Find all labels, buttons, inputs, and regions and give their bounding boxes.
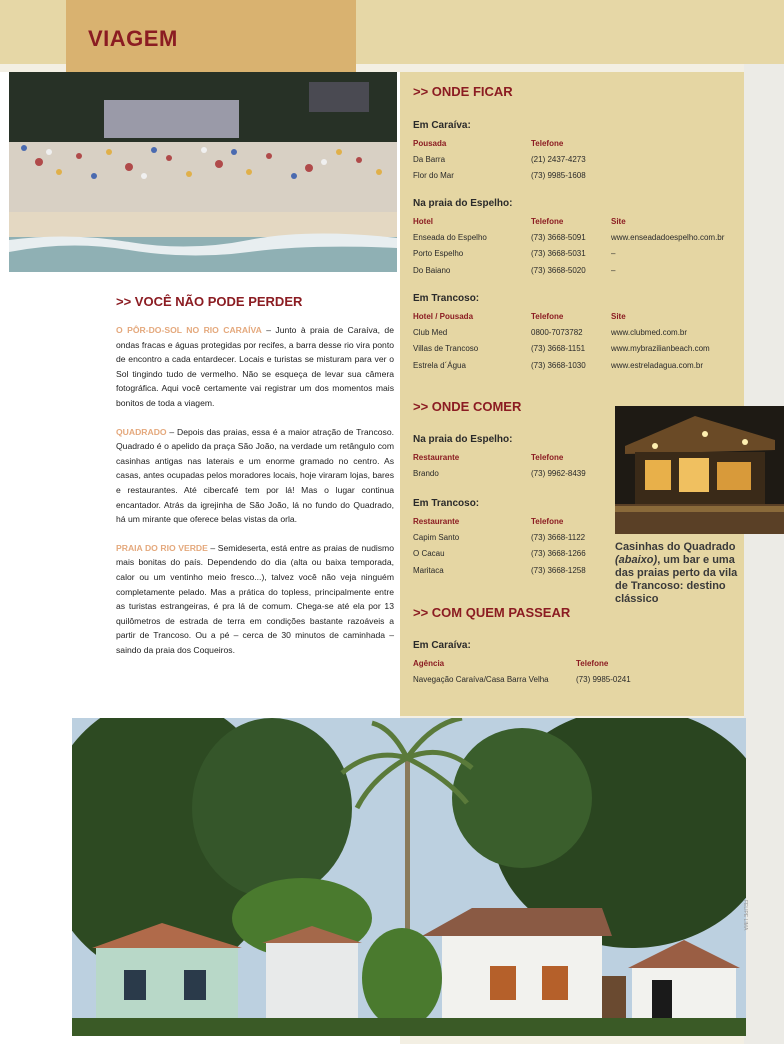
location-label: Em Caraíva: bbox=[413, 640, 471, 651]
table-cell: (73) 9985-1608 bbox=[531, 171, 586, 181]
column-header: Telefone bbox=[531, 517, 564, 526]
paragraph-lead: O PÔR-DO-SOL NO RIO CARAÍVA bbox=[116, 325, 262, 335]
table-cell: (73) 9985-0241 bbox=[576, 675, 631, 685]
paragraph-quadrado bbox=[116, 425, 394, 527]
houses-photo bbox=[72, 718, 746, 1036]
eat-trancoso bbox=[413, 498, 586, 579]
table-cell: www.estreladagua.com.br bbox=[611, 360, 704, 370]
table-cell: www.clubmed.com.br bbox=[611, 328, 688, 338]
table-cell: (73) 3668-1266 bbox=[531, 549, 586, 559]
table-header bbox=[413, 214, 724, 230]
stay-caraiva-table bbox=[413, 136, 586, 185]
table-cell: (73) 3668-1151 bbox=[531, 344, 586, 354]
table-cell: Da Barra bbox=[413, 155, 446, 165]
column-header: Telefone bbox=[531, 453, 564, 462]
must-see-section bbox=[116, 294, 394, 671]
stay-trancoso bbox=[413, 293, 710, 374]
column-header: Pousada bbox=[413, 139, 447, 148]
tours-caraiva-table bbox=[413, 656, 631, 688]
page-edge bbox=[744, 64, 784, 1044]
caption-text-end: , um bar e uma das praias perto da vila de Trancoso: destino clássico bbox=[615, 554, 738, 605]
column-header: Site bbox=[611, 312, 626, 321]
table-cell: (73) 3668-1030 bbox=[531, 360, 586, 370]
stay-caraiva bbox=[413, 120, 586, 185]
table-row bbox=[413, 672, 631, 688]
column-header: Telefone bbox=[576, 659, 609, 668]
column-header: Agência bbox=[413, 659, 445, 668]
column-header: Telefone bbox=[531, 139, 564, 148]
column-header: Restaurante bbox=[413, 517, 460, 526]
table-cell: Capim Santo bbox=[413, 533, 460, 543]
table-cell: (73) 3668-1258 bbox=[531, 565, 586, 575]
paragraph-text: – Depois das praias, essa é a maior atração de Trancoso. Quadrado é o apelido da praça São João, na verdade um retângulo com casinhas antigas nas laterais e um enorme gramado no centro. As casas, antes ocupadas pelos moradores locais, hoje viraram lojas, bares e restaurantes. Até cibercafé tem por lá! Mas o lugar continua encantador. Atrás da igrejinha de São João, lá no fundo do Quadrado, há um mirante que oferece belas vistas da orla. bbox=[116, 426, 394, 525]
location-label: Em Trancoso: bbox=[413, 498, 480, 509]
table-cell: 0800-7073782 bbox=[531, 328, 583, 338]
table-row bbox=[413, 466, 586, 482]
stay-espelho-table bbox=[413, 214, 724, 279]
location-label: Em Caraíva: bbox=[413, 120, 471, 131]
location-label: Na praia do Espelho: bbox=[413, 434, 513, 445]
tour-operators-heading: >> COM QUEM PASSEAR bbox=[413, 605, 571, 620]
table-row bbox=[413, 563, 586, 579]
table-cell: Club Med bbox=[413, 328, 448, 338]
table-row bbox=[413, 358, 710, 374]
paragraph-rio-verde bbox=[116, 541, 394, 658]
column-header: Hotel bbox=[413, 217, 433, 226]
tours-caraiva bbox=[413, 640, 631, 688]
table-cell: www.mybrazilianbeach.com bbox=[611, 344, 710, 354]
table-cell: (21) 2437-4273 bbox=[531, 155, 586, 165]
column-header: Telefone bbox=[531, 312, 564, 321]
table-cell: – bbox=[611, 249, 616, 259]
table-header bbox=[413, 656, 631, 672]
table-cell: (73) 3668-1122 bbox=[531, 533, 586, 543]
column-header: Telefone bbox=[531, 217, 564, 226]
eat-espelho bbox=[413, 434, 586, 482]
table-row bbox=[413, 246, 724, 262]
eat-trancoso-table bbox=[413, 514, 586, 579]
table-row bbox=[413, 230, 724, 246]
paragraph-caraiva bbox=[116, 323, 394, 411]
photo-credit: FELIPE LIMA bbox=[742, 900, 748, 931]
table-header bbox=[413, 450, 586, 466]
table-cell: Brando bbox=[413, 469, 439, 479]
table-cell: O Cacau bbox=[413, 549, 445, 559]
table-cell: – bbox=[611, 265, 616, 275]
stay-espelho bbox=[413, 198, 724, 279]
paragraph-lead: PRAIA DO RIO VERDE bbox=[116, 542, 208, 553]
where-to-stay-heading: >> ONDE FICAR bbox=[413, 84, 513, 99]
caption-text: Casinhas do Quadrado bbox=[615, 541, 736, 553]
column-header: Hotel / Pousada bbox=[413, 312, 474, 321]
photo-caption bbox=[615, 541, 740, 606]
table-cell: Flor do Mar bbox=[413, 171, 454, 181]
column-header: Site bbox=[611, 217, 626, 226]
stay-trancoso-table bbox=[413, 309, 710, 374]
caption-emphasis: (abaixo) bbox=[615, 554, 658, 566]
paragraph-lead: QUADRADO bbox=[116, 426, 167, 437]
table-row bbox=[413, 546, 586, 562]
table-row bbox=[413, 341, 710, 357]
table-cell: Navegação Caraíva/Casa Barra Velha bbox=[413, 675, 549, 685]
table-row bbox=[413, 263, 724, 279]
paragraph-text: – Junto à praia de Caraíva, de ondas fracas e águas protegidas por recifes, a barra desse rio vira ponto de encontro a cada entardecer. Locais e turistas se misturam para ver o Sol tingindo tudo de vermelho. Não se esqueça de levar sua câmera fotográfica. Aqui você certamente vai registrar um dos momentos mais bonitos de toda a viagem. bbox=[116, 325, 394, 408]
bar-photo bbox=[615, 406, 784, 534]
table-cell: (73) 9962-8439 bbox=[531, 469, 586, 479]
table-cell: Maritaca bbox=[413, 565, 444, 575]
table-cell: www.enseadadoespelho.com.br bbox=[611, 233, 725, 243]
table-row bbox=[413, 530, 586, 546]
section-label: VIAGEM bbox=[88, 26, 178, 51]
table-cell: (73) 3668-5020 bbox=[531, 265, 586, 275]
table-cell: Estrela d´Água bbox=[413, 360, 466, 370]
table-cell: Porto Espelho bbox=[413, 249, 464, 259]
location-label: Em Trancoso: bbox=[413, 293, 480, 304]
eat-espelho-table bbox=[413, 450, 586, 482]
beach-photo bbox=[9, 72, 397, 272]
table-row bbox=[413, 152, 586, 168]
table-cell: (73) 3668-5091 bbox=[531, 233, 586, 243]
table-cell: (73) 3668-5031 bbox=[531, 249, 586, 259]
table-cell: Enseada do Espelho bbox=[413, 233, 487, 243]
table-header bbox=[413, 309, 710, 325]
must-see-heading: >> VOCÊ NÃO PODE PERDER bbox=[116, 294, 303, 309]
table-cell: Villas de Trancoso bbox=[413, 344, 479, 354]
table-row bbox=[413, 168, 586, 184]
location-label: Na praia do Espelho: bbox=[413, 198, 513, 209]
table-header bbox=[413, 136, 586, 152]
paragraph-text: – Semideserta, está entre as praias de nudismo mais bonitas do país. Dependendo do dia (alta ou baixa temporada, calor ou um ventinho meio fresco...), talvez você não veja ninguém completamente pelado. Mas a prática do topless, principalmente entre as turistas estrangeiras, é pra lá de comum. Chega-se até ela por 13 quilômetros de estrada de terra em condições bastante razoáveis a partir de Trancoso. Ou a pé – cerca de 30 minutos de caminhada – saindo da praia dos Coqueiros. bbox=[116, 542, 394, 655]
column-header: Restaurante bbox=[413, 453, 460, 462]
table-cell: Do Baiano bbox=[413, 265, 451, 275]
table-header bbox=[413, 514, 586, 530]
where-to-eat-heading: >> ONDE COMER bbox=[413, 399, 522, 414]
table-row bbox=[413, 325, 710, 341]
